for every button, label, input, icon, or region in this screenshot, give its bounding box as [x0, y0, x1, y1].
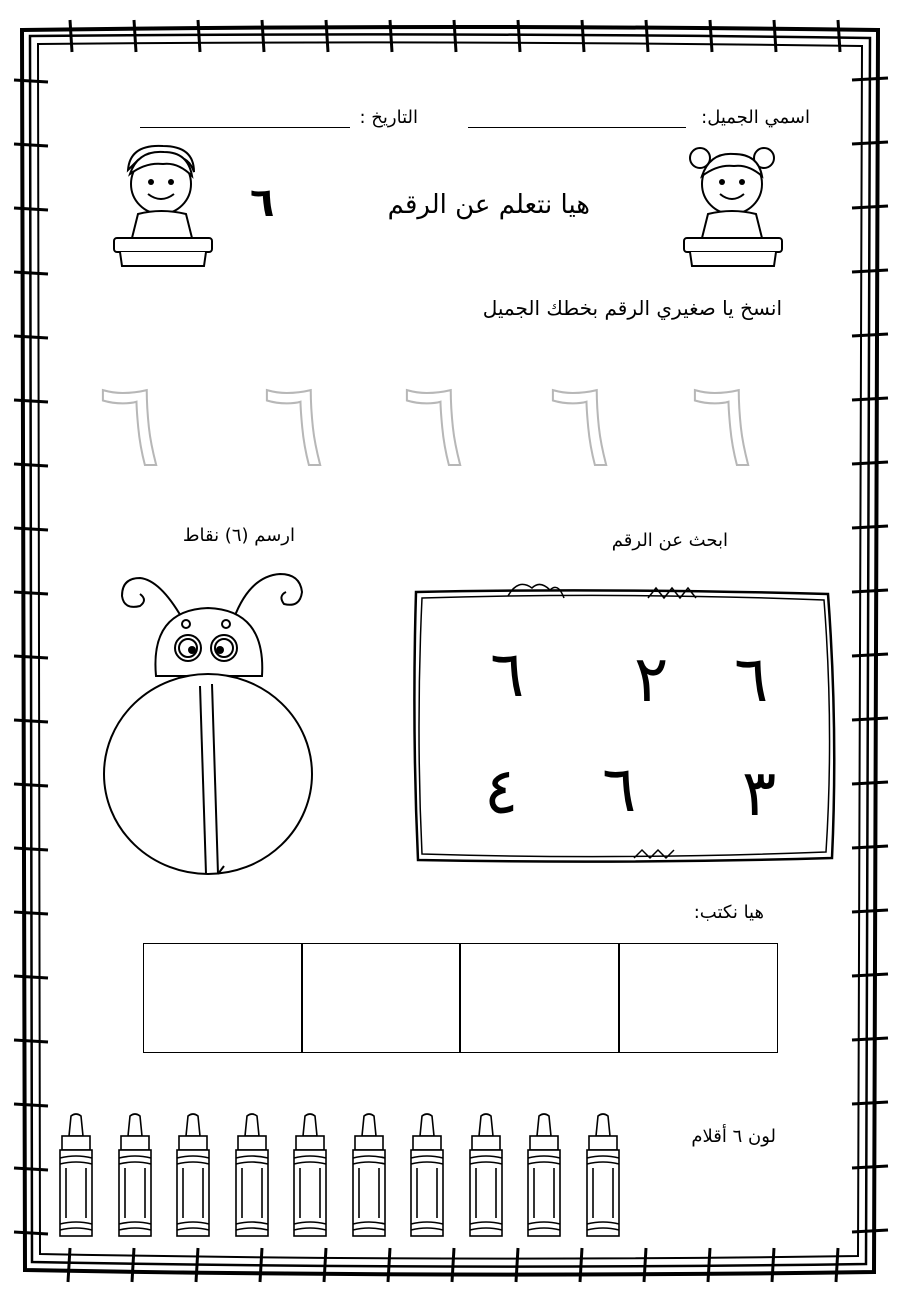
trace-digit-1[interactable]: ٦ [98, 355, 162, 493]
border-tick [852, 142, 888, 144]
border-tick [852, 910, 888, 912]
crayon-icon[interactable] [173, 1112, 213, 1240]
border-tick [710, 20, 712, 52]
border-tick [326, 20, 328, 52]
border-tick [14, 1168, 48, 1170]
border-tick [852, 782, 888, 784]
border-tick [14, 912, 48, 914]
border-tick [852, 1038, 888, 1040]
border-tick [454, 20, 456, 52]
date-label: التاريخ : [359, 107, 418, 128]
border-tick [14, 80, 48, 82]
border-tick [518, 20, 520, 52]
border-tick [14, 784, 48, 786]
border-tick [14, 720, 48, 722]
search-number-2[interactable]: ٢ [634, 643, 669, 717]
name-label: اسمي الجميل: [701, 107, 810, 128]
border-tick [14, 208, 48, 210]
border-tick [134, 20, 136, 52]
crayon-icon[interactable] [407, 1112, 447, 1240]
write-box-1[interactable] [143, 943, 303, 1053]
name-line[interactable] [468, 127, 686, 128]
crayon-icon[interactable] [583, 1112, 623, 1240]
border-tick [14, 656, 48, 658]
search-label: ابحث عن الرقم [611, 530, 728, 551]
border-tick [196, 1248, 198, 1282]
copy-instruction: انسخ يا صغيري الرقم بخطك الجميل [482, 296, 782, 320]
search-number-5[interactable]: ٦ [602, 753, 637, 827]
border-tick [852, 398, 888, 400]
border-tick [14, 272, 48, 274]
border-tick [708, 1248, 710, 1282]
border-tick [68, 1248, 70, 1282]
border-tick [852, 270, 888, 272]
border-tick [852, 654, 888, 656]
girl-at-desk-illustration [678, 140, 788, 280]
border-tick [14, 144, 48, 146]
border-tick [852, 1166, 888, 1168]
border-tick [452, 1248, 454, 1282]
border-tick [772, 1248, 774, 1282]
border-tick [14, 592, 48, 594]
draw-label: ارسم (٦) نقاط [182, 525, 295, 546]
crayon-icon[interactable] [115, 1112, 155, 1240]
crayon-icon[interactable] [290, 1112, 330, 1240]
border-tick [852, 462, 888, 464]
border-tick [324, 1248, 326, 1282]
search-number-3[interactable]: ٦ [490, 638, 525, 712]
boy-at-desk-illustration [108, 140, 218, 280]
border-tick [14, 976, 48, 978]
border-tick [852, 974, 888, 976]
border-tick [852, 526, 888, 528]
trace-digit-3[interactable]: ٦ [402, 355, 466, 493]
trace-digit-4[interactable]: ٦ [548, 355, 612, 493]
border-tick [14, 1040, 48, 1042]
title-number: ٦ [250, 180, 275, 226]
border-tick [852, 334, 888, 336]
crayon-icon[interactable] [524, 1112, 564, 1240]
search-box-frame [408, 578, 844, 874]
write-box-3[interactable] [459, 943, 620, 1053]
border-tick [14, 1232, 48, 1234]
border-tick [580, 1248, 582, 1282]
page-title: هيا نتعلم عن الرقم [387, 190, 590, 220]
crayon-icon[interactable] [466, 1112, 506, 1240]
border-tick [262, 20, 264, 52]
date-line[interactable] [140, 127, 350, 128]
border-tick [852, 1102, 888, 1104]
crayon-icon[interactable] [232, 1112, 272, 1240]
border-tick [388, 1248, 390, 1282]
crayon-icon[interactable] [56, 1112, 96, 1240]
border-tick [852, 1230, 888, 1232]
write-label: هيا نكتب: [693, 902, 764, 923]
ladybug-illustration [100, 560, 330, 880]
border-tick [582, 20, 584, 52]
border-tick [852, 206, 888, 208]
border-tick [14, 336, 48, 338]
crayon-icon[interactable] [349, 1112, 389, 1240]
border-tick [14, 848, 48, 850]
trace-digit-2[interactable]: ٦ [262, 355, 326, 493]
border-tick [644, 1248, 646, 1282]
write-box-4[interactable] [618, 943, 778, 1053]
search-number-1[interactable]: ٦ [734, 643, 769, 717]
border-tick [260, 1248, 262, 1282]
border-tick [390, 20, 392, 52]
trace-digit-5[interactable]: ٦ [690, 355, 754, 493]
border-tick [70, 20, 72, 52]
border-tick [836, 1248, 838, 1282]
border-tick [852, 846, 888, 848]
border-tick [646, 20, 648, 52]
border-tick [14, 528, 48, 530]
border-tick [774, 20, 776, 52]
search-number-6[interactable]: ٤ [484, 755, 519, 829]
border-tick [14, 1104, 48, 1106]
search-number-4[interactable]: ٣ [742, 757, 777, 831]
border-tick [14, 400, 48, 402]
border-tick [852, 718, 888, 720]
crayon-row [56, 1112, 616, 1242]
border-tick [838, 20, 840, 52]
border-tick [132, 1248, 134, 1282]
border-tick [852, 78, 888, 80]
border-tick [198, 20, 200, 52]
color-label: لون ٦ أقلام [691, 1126, 776, 1147]
write-box-2[interactable] [301, 943, 461, 1053]
border-tick [516, 1248, 518, 1282]
border-tick [14, 464, 48, 466]
border-tick [852, 590, 888, 592]
